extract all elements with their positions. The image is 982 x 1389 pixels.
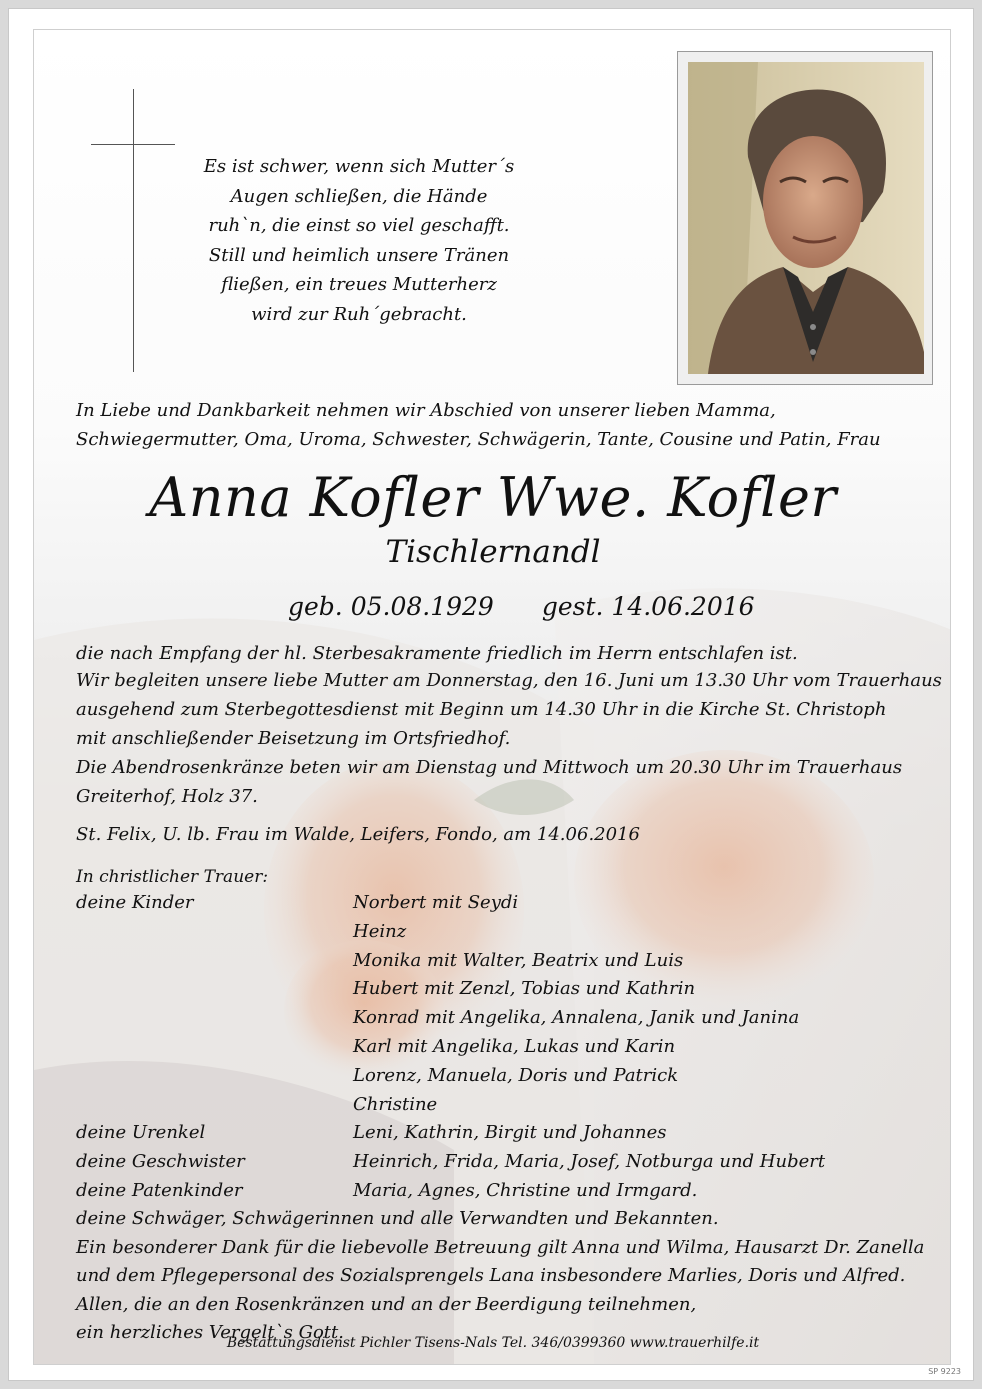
- life-dates: [288, 592, 755, 621]
- closing-line: Ein besonderer Dank für die liebevolle Betreuung gilt Anna und Wilma, Hausarzt Dr. Zanella: [76, 1236, 925, 1258]
- closing-line: ein herzliches Vergelt`s Gott.: [76, 1322, 344, 1343]
- relative-names-line: Heinrich, Frida, Maria, Josef, Notburga und Hubert: [353, 1151, 826, 1173]
- relative-label: deine Patenkinder: [76, 1179, 243, 1201]
- details-line: Die Abendrosenkränze beten wir am Dienstag und Mittwoch um 20.30 Uhr im Trauerhaus: [76, 757, 903, 778]
- closing-text: [76, 1205, 924, 1348]
- relative-label: deine Kinder: [76, 892, 194, 913]
- details-line: ausgehend zum Sterbegottesdienst mit Beginn um 14.30 Uhr in die Kirche St. Christoph: [76, 699, 887, 720]
- details-line: Wir begleiten unsere liebe Mutter am Donnerstag, den 16. Juni um 13.30 Uhr vom Trauerhaus: [76, 670, 942, 691]
- closing-line: Allen, die an den Rosenkränzen und an der Beerdigung teilnehmen,: [76, 1293, 697, 1315]
- birth-date: geb. 05.08.1929: [288, 592, 494, 621]
- relative-names-line: Konrad mit Angelika, Annalena, Janik und Janina: [353, 1007, 800, 1029]
- deceased-nickname: Tischlernandl: [385, 534, 601, 570]
- obituary-inner-frame: [33, 29, 951, 1365]
- deceased-name: Anna Kofler Wwe. Kofler: [149, 466, 837, 529]
- funeral-service-footer: Bestattungsdienst Pichler Tisens-Nals Tel. 346/0399360 www.trauerhilfe.it: [226, 1335, 760, 1351]
- poem-line: wird zur Ruh´gebracht.: [251, 303, 467, 325]
- relative-label: [76, 1091, 245, 1120]
- poem-line: Still und heimlich unsere Tränen: [208, 244, 510, 266]
- intro-line: In Liebe und Dankbarkeit nehmen wir Abschied von unserer lieben Mamma,: [76, 400, 776, 421]
- intro-text: [76, 396, 881, 454]
- details-line: Greiterhof, Holz 37.: [76, 786, 258, 807]
- mourning-heading: In christlicher Trauer:: [76, 867, 269, 887]
- relative-names-line: Leni, Kathrin, Birgit und Johannes: [353, 1122, 667, 1144]
- relative-label: deine Geschwister: [76, 1151, 245, 1173]
- cross-horizontal-bar: [91, 144, 175, 145]
- relative-names-line: Hubert mit Zenzl, Tobias und Kathrin: [353, 978, 696, 1000]
- place-date: St. Felix, U. lb. Frau im Walde, Leifers, Fondo, am 14.06.2016: [76, 824, 640, 845]
- poem-line: Es ist schwer, wenn sich Mutter´s: [203, 156, 515, 177]
- obituary-card: [8, 8, 974, 1381]
- details-line: die nach Empfang der hl. Sterbesakramente friedlich im Herrn entschlafen ist.: [76, 643, 798, 664]
- document-code: SP 9223: [928, 1367, 961, 1376]
- relative-label: [76, 1033, 245, 1062]
- relative-label: [76, 1004, 245, 1033]
- funeral-details: [76, 639, 942, 811]
- relative-names-line: Heinz: [353, 920, 407, 942]
- relative-label: deine Urenkel: [76, 1122, 206, 1144]
- poem-line: ruh`n, die einst so viel geschafft.: [208, 215, 510, 236]
- cross-vertical-bar: [133, 89, 134, 372]
- relative-names-line: Karl mit Angelika, Lukas und Karin: [353, 1035, 676, 1057]
- relative-names-line: Maria, Agnes, Christine und Irmgard.: [353, 1179, 698, 1201]
- relatives-names: [353, 889, 825, 1206]
- relative-names-line: Monika mit Walter, Beatrix und Luis: [353, 949, 684, 971]
- relative-label: [76, 975, 245, 1004]
- closing-line: deine Schwäger, Schwägerinnen und alle Verwandten und Bekannten.: [76, 1208, 719, 1229]
- intro-line: Schwiegermutter, Oma, Uroma, Schwester, Schwägerin, Tante, Cousine und Patin, Frau: [76, 429, 881, 450]
- relatives-labels: [76, 889, 245, 1206]
- relative-names-line: Christine: [353, 1093, 438, 1115]
- death-date: gest. 14.06.2016: [541, 592, 755, 621]
- portrait-frame: [677, 51, 933, 385]
- relative-label: [76, 947, 245, 976]
- memorial-poem: [194, 152, 524, 329]
- relative-label: [76, 918, 245, 947]
- relative-names-line: Norbert mit Seydi: [353, 892, 519, 913]
- poem-line: fließen, ein treues Mutterherz: [221, 274, 497, 295]
- closing-line: und dem Pflegepersonal des Sozialsprengels Lana insbesondere Marlies, Doris und Alfred.: [76, 1265, 906, 1286]
- relative-label: [76, 1062, 245, 1091]
- details-line: mit anschließender Beisetzung im Ortsfriedhof.: [76, 728, 511, 749]
- poem-line: Augen schließen, die Hände: [230, 185, 488, 207]
- relative-names-line: Lorenz, Manuela, Doris und Patrick: [353, 1064, 679, 1086]
- portrait-photo: [688, 62, 924, 374]
